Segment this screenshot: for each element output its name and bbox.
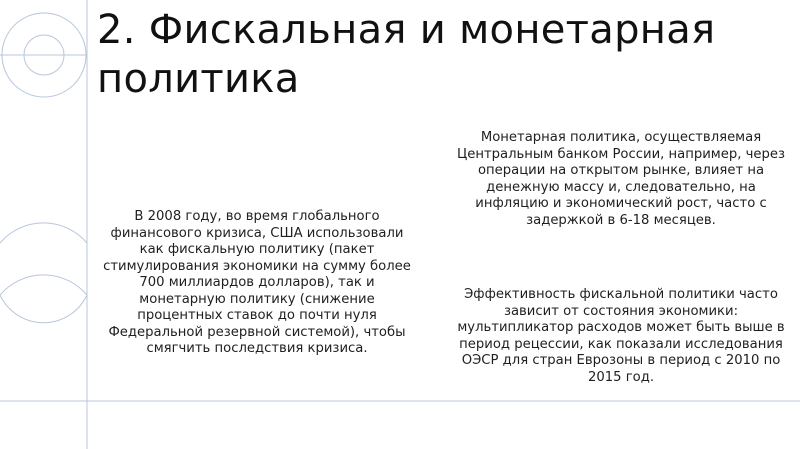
right-paragraph-monetary: Монетарная политика, осуществляемая Центральным банком России, например, через операции на открытом рынке, влияет на денежную массу и, следовательно, на инфляцию и экономический рост, часто с задержкой в 6-18 месяцев. — [456, 130, 786, 228]
slide-title: 2. Фискальная и монетарная политика — [97, 7, 716, 102]
outer-circle — [2, 13, 86, 97]
arch-upper — [0, 223, 87, 243]
arch-bowl — [0, 295, 87, 323]
arch-lower — [0, 275, 87, 295]
inner-circle — [24, 35, 64, 75]
right-paragraph-fiscal: Эффективность фискальной политики часто зависит от состояния экономики: мультипликатор расходов может быть выше в период рецессии, как показали исследования ОЭСР для стран Еврозоны в период с 2010 по 2015 год. — [457, 287, 785, 385]
left-paragraph: В 2008 году, во время глобального финансового кризиса, США использовали как фискальную политику (пакет стимулирования экономики на сумму более 700 миллиардов долларов), так и монетарную политику (снижение процентных ставок до почти нуля Федеральной резервной системой), чтобы смягчить последствия кризиса. — [103, 209, 411, 356]
